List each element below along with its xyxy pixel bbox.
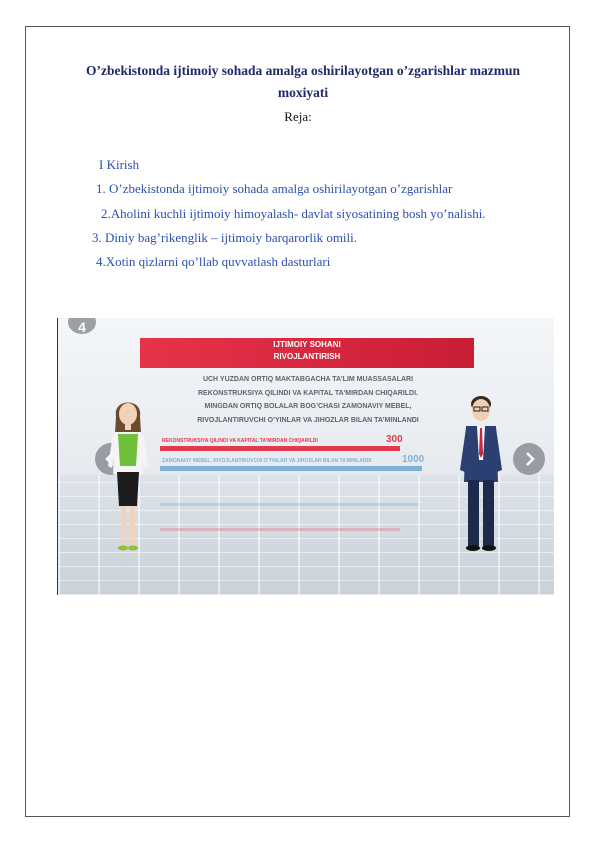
plan-item-2: 2.Aholini kuchli ijtimoiy himoyalash- davlat siyosatining bosh yo’nalishi. xyxy=(101,206,486,221)
bar-reflection-2 xyxy=(160,528,400,531)
bar-value-1: 300 xyxy=(386,434,403,445)
info-line-2: REKONSTRUKSIYA QILINDI VA KAPITAL TA’MIRDAN CHIQARILDI. xyxy=(198,389,418,397)
banner-line-2: RIVOJLANTIRISH xyxy=(273,352,341,361)
man-presenter-illustration xyxy=(456,390,506,565)
plan-heading: Reja: xyxy=(284,109,312,124)
info-line-4: RIVOJLANTIRUVCHI O’YINLAR VA JIHOZLAR BILAN TA’MINLANDI xyxy=(197,416,419,424)
slide-number-badge: 4 xyxy=(68,318,96,334)
bar-2 xyxy=(160,466,422,471)
info-line-1: UCH YUZDAN ORTIQ MAKTABGACHA TA’LIM MUASSASALARI xyxy=(202,376,414,383)
plan-item-1: 1. O’zbekistonda ijtimoiy sohada amalga oshirilayotgan o’zgarishlar xyxy=(96,181,453,196)
banner-text xyxy=(140,339,474,363)
bar-value-2: 1000 xyxy=(402,454,425,465)
bar-label-1: REKONSTRUKSIYA QILINDI VA KAPITAL TA’MIRDAN CHIQARILDI xyxy=(162,438,318,444)
plan-item-intro: I Kirish xyxy=(99,157,140,172)
banner-line-1: IJTIMOIY SOHANI xyxy=(273,340,341,349)
woman-presenter-illustration xyxy=(103,394,153,564)
plan-item-4: 4.Xotin qizlarni qo’llab quvvatlash dasturlari xyxy=(96,254,331,269)
plan-item-3: 3. Diniy bag’rikenglik – ijtimoiy barqarorlik omili. xyxy=(92,230,358,245)
infographic-text xyxy=(158,373,458,427)
bar-1 xyxy=(160,446,400,451)
bar-label-2: ZAMONAVIY MEBEL, RIVOJLANTIRUVCHI O’YINLAR VA JIHOZLAR BILAN TA’MINLANDI xyxy=(162,458,372,464)
next-slide-button[interactable] xyxy=(513,443,545,475)
chevron-right-icon xyxy=(521,451,537,467)
infographic-image xyxy=(57,318,554,595)
info-line-3: MINGDAN ORTIQ BOLALAR BOG’CHASI ZAMONAVIY MEBEL, xyxy=(204,403,412,410)
document-title: O’zbekistonda ijtimoiy sohada amalga oshirilayotgan o’zgarishlar mazmun moxiyati xyxy=(85,63,521,100)
bar-reflection-1 xyxy=(160,503,418,506)
